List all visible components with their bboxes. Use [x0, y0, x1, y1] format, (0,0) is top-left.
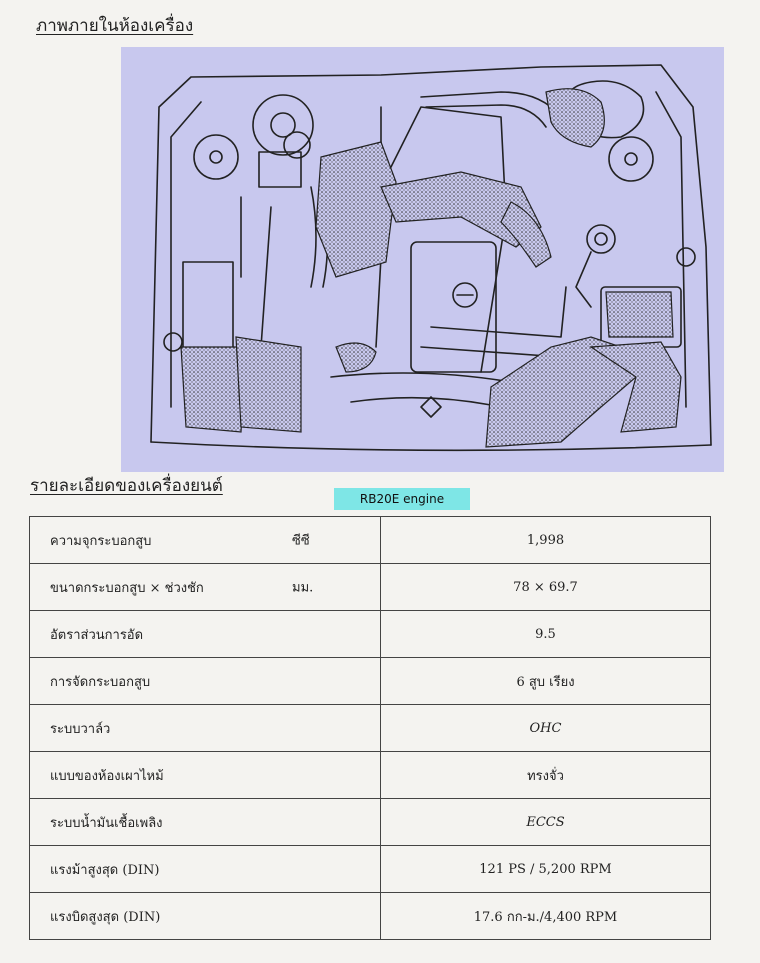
spec-label: แรงม้าสูงสุด (DIN)	[50, 862, 160, 878]
table-row	[30, 893, 711, 940]
spec-label-cell	[30, 893, 381, 940]
spec-unit: มม.	[292, 580, 314, 596]
spec-value: ECCS	[381, 799, 711, 846]
engine-spec-table	[29, 516, 711, 940]
table-row	[30, 611, 711, 658]
spec-label-cell	[30, 846, 381, 893]
table-row	[30, 799, 711, 846]
table-row	[30, 658, 711, 705]
spec-value: OHC	[381, 705, 711, 752]
spec-label: ระบบวาล์ว	[50, 721, 111, 737]
spec-label: ขนาดกระบอกสูบ × ช่วงชัก	[50, 580, 204, 596]
spec-label: อัตราส่วนการอัด	[50, 627, 144, 643]
spec-value: 78 × 69.7	[381, 564, 711, 611]
spec-label: แรงบิดสูงสุด (DIN)	[50, 909, 161, 925]
spec-label-cell	[30, 564, 381, 611]
table-row	[30, 517, 711, 564]
engine-bay-illustration	[121, 47, 724, 472]
table-row	[30, 564, 711, 611]
spec-label-cell	[30, 799, 381, 846]
spec-value: 9.5	[381, 611, 711, 658]
table-row	[30, 752, 711, 799]
spec-label-cell	[30, 611, 381, 658]
spec-unit: ซีซี	[292, 533, 310, 549]
spec-label-cell	[30, 658, 381, 705]
spec-label-cell	[30, 752, 381, 799]
spec-label-cell	[30, 517, 381, 564]
engine-bay-heading: ภาพภายในห้องเครื่อง	[36, 16, 194, 36]
spec-value: 1,998	[381, 517, 711, 564]
table-row	[30, 846, 711, 893]
spec-label: ระบบน้ำมันเชื้อเพลิง	[50, 815, 163, 831]
table-row	[30, 705, 711, 752]
spec-label: การจัดกระบอกสูบ	[50, 674, 151, 690]
spec-value: 121 PS / 5,200 RPM	[381, 846, 711, 893]
spec-value: ทรงจั่ว	[381, 752, 711, 799]
spec-label: ความจุกระบอกสูบ	[50, 533, 152, 549]
spec-label-cell	[30, 705, 381, 752]
spec-label: แบบของห้องเผาไหม้	[50, 768, 164, 784]
engine-model-badge: RB20E engine	[334, 488, 470, 510]
engine-details-heading: รายละเอียดของเครื่องยนต์	[30, 476, 223, 496]
spec-value: 6 สูบ เรียง	[381, 658, 711, 705]
spec-value: 17.6 กก-ม./4,400 RPM	[381, 893, 711, 940]
